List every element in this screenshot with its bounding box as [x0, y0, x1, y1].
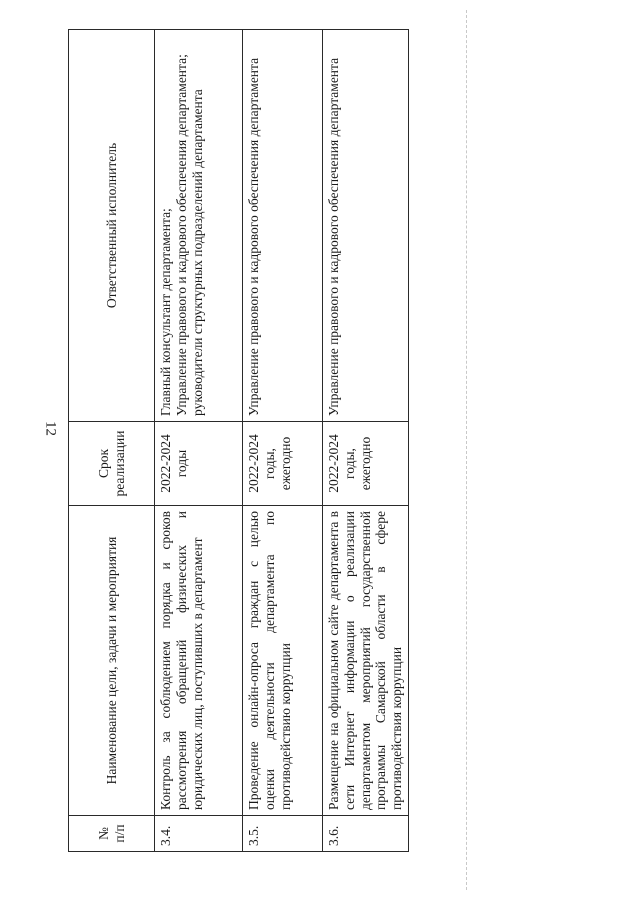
row-term: 2022-2024 годы, ежегодно — [323, 422, 409, 506]
row-term: 2022-2024 годы, ежегодно — [243, 422, 323, 506]
header-executor: Ответственный исполнитель — [69, 30, 155, 422]
row-num: 3.6. — [323, 816, 409, 852]
page-edge-line — [466, 10, 467, 890]
table-header-row — [69, 30, 155, 852]
executor-line: Управление правового и кадрового обеспечения департамента; — [173, 54, 189, 416]
row-executor — [243, 30, 323, 422]
row-name: Размещение на официальном сайте департамента в сети Интернет информации о реализации департаментом мероприятий государственной программы Самарской области в сфере противодействия коррупции — [323, 506, 409, 816]
row-name: Проведение онлайн-опроса граждан с целью оценки деятельности департамента по противодействию коррупции — [243, 506, 323, 816]
executor-line: Управление правового и кадрового обеспечения департамента — [246, 57, 261, 416]
table-row — [243, 30, 323, 852]
executor-line: Управление правового и кадрового обеспечения департамента — [326, 57, 341, 416]
header-term: Срок реализации — [69, 422, 155, 506]
measures-table — [68, 29, 409, 852]
row-name: Контроль за соблюдением порядка и сроков рассмотрения обращений физических и юридических лиц, поступивших в департамент — [155, 506, 243, 816]
row-num: 3.5. — [243, 816, 323, 852]
header-num: № п/п — [69, 816, 155, 852]
executor-line: Главный консультант департамента; — [158, 208, 173, 416]
row-executor — [323, 30, 409, 422]
rotated-table-wrapper — [68, 30, 405, 852]
page-number: 12 — [42, 421, 59, 436]
row-num: 3.4. — [155, 816, 243, 852]
table-row — [323, 30, 409, 852]
row-term: 2022-2024 годы — [155, 422, 243, 506]
header-name: Наименование цели, задачи и мероприятия — [69, 506, 155, 816]
executor-line: руководители структурных подразделений департамента — [189, 89, 205, 416]
table-row — [155, 30, 243, 852]
row-executor — [155, 30, 243, 422]
